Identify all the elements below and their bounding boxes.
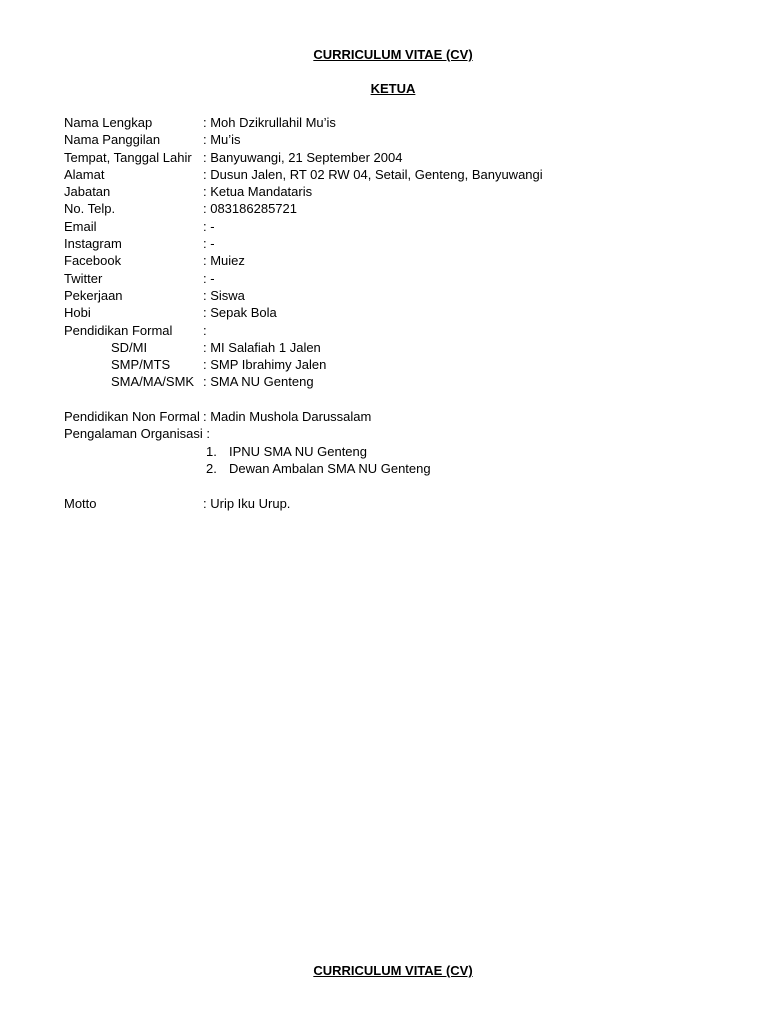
field-label: Tempat, Tanggal Lahir (64, 149, 192, 165)
education-row-sd (64, 339, 684, 356)
field-row-pekerjaan (64, 287, 684, 304)
spacer (64, 391, 684, 408)
field-value: : Mu’is (203, 132, 241, 148)
field-value: : 083186285721 (203, 201, 297, 217)
field-row-email (64, 218, 684, 235)
education-school-value: : MI Salafiah 1 Jalen (203, 339, 321, 355)
list-item (64, 460, 684, 477)
document-subtitle: KETUA (370, 81, 416, 96)
education-school-value: : SMA NU Genteng (203, 374, 314, 390)
field-label: Instagram (64, 236, 122, 252)
education-level-label: SD/MI (111, 339, 148, 355)
field-value: : (203, 322, 207, 338)
field-row-pendidikan-formal (64, 322, 684, 339)
field-row-pengalaman-organisasi (64, 425, 684, 442)
field-label: Nama Lengkap (64, 115, 153, 130)
list-number: 1. (206, 443, 217, 459)
field-row-pendidikan-non-formal (64, 408, 684, 425)
education-level-label: SMP/MTS (111, 357, 171, 373)
list-number: 2. (206, 460, 217, 476)
field-label: No. Telp. (64, 201, 116, 217)
document-title: CURRICULUM VITAE (CV) (313, 47, 473, 62)
field-row-jabatan (64, 183, 684, 200)
field-value: : Urip Iku Urup. (203, 495, 291, 511)
field-value: : Ketua Mandataris (203, 184, 313, 200)
field-row-twitter (64, 270, 684, 287)
field-label: Pekerjaan (64, 287, 123, 303)
list-text: IPNU SMA NU Genteng (229, 443, 367, 459)
education-level-label: SMA/MA/SMK (111, 374, 195, 390)
field-value: : Dusun Jalen, RT 02 RW 04, Setail, Genteng, Banyuwangi (203, 166, 543, 182)
field-value: : Siswa (203, 287, 245, 303)
field-value: : Madin Mushola Darussalam (203, 409, 372, 425)
field-label: Pengalaman Organisasi : (64, 426, 210, 442)
spacer (64, 477, 684, 494)
field-row-nama-panggilan (64, 131, 684, 148)
list-text: Dewan Ambalan SMA NU Genteng (229, 460, 431, 476)
field-row-hobi (64, 304, 684, 321)
field-value: : Sepak Bola (203, 305, 277, 321)
field-label: Jabatan (64, 184, 111, 200)
field-value: : - (203, 218, 215, 234)
education-row-smp (64, 356, 684, 373)
field-row-no-telp (64, 200, 684, 217)
field-label: Email (64, 218, 97, 234)
field-value: : Banyuwangi, 21 September 2004 (203, 149, 403, 165)
field-label: Pendidikan Non Formal (64, 409, 200, 425)
field-label: Pendidikan Formal (64, 322, 173, 338)
field-label: Nama Panggilan (64, 132, 161, 148)
field-label: Motto (64, 495, 97, 511)
field-value: : - (203, 270, 215, 286)
field-row-instagram (64, 235, 684, 252)
field-row-nama-lengkap (64, 114, 684, 131)
list-item (64, 443, 684, 460)
field-row-facebook (64, 252, 684, 269)
education-row-sma (64, 373, 684, 390)
field-row-alamat (64, 166, 684, 183)
field-label: Twitter (64, 270, 103, 286)
field-value: : Moh Dzikrullahil Mu’is (203, 115, 336, 130)
field-label: Hobi (64, 305, 91, 321)
field-value: : Muiez (203, 253, 245, 269)
field-value: : - (203, 236, 215, 252)
field-label: Alamat (64, 166, 105, 182)
education-school-value: : SMP Ibrahimy Jalen (203, 357, 327, 373)
next-page-title: CURRICULUM VITAE (CV) (313, 963, 473, 978)
field-row-motto (64, 495, 684, 512)
field-label: Facebook (64, 253, 122, 269)
field-row-tempat-tanggal-lahir (64, 149, 684, 166)
cv-fields (64, 114, 684, 512)
